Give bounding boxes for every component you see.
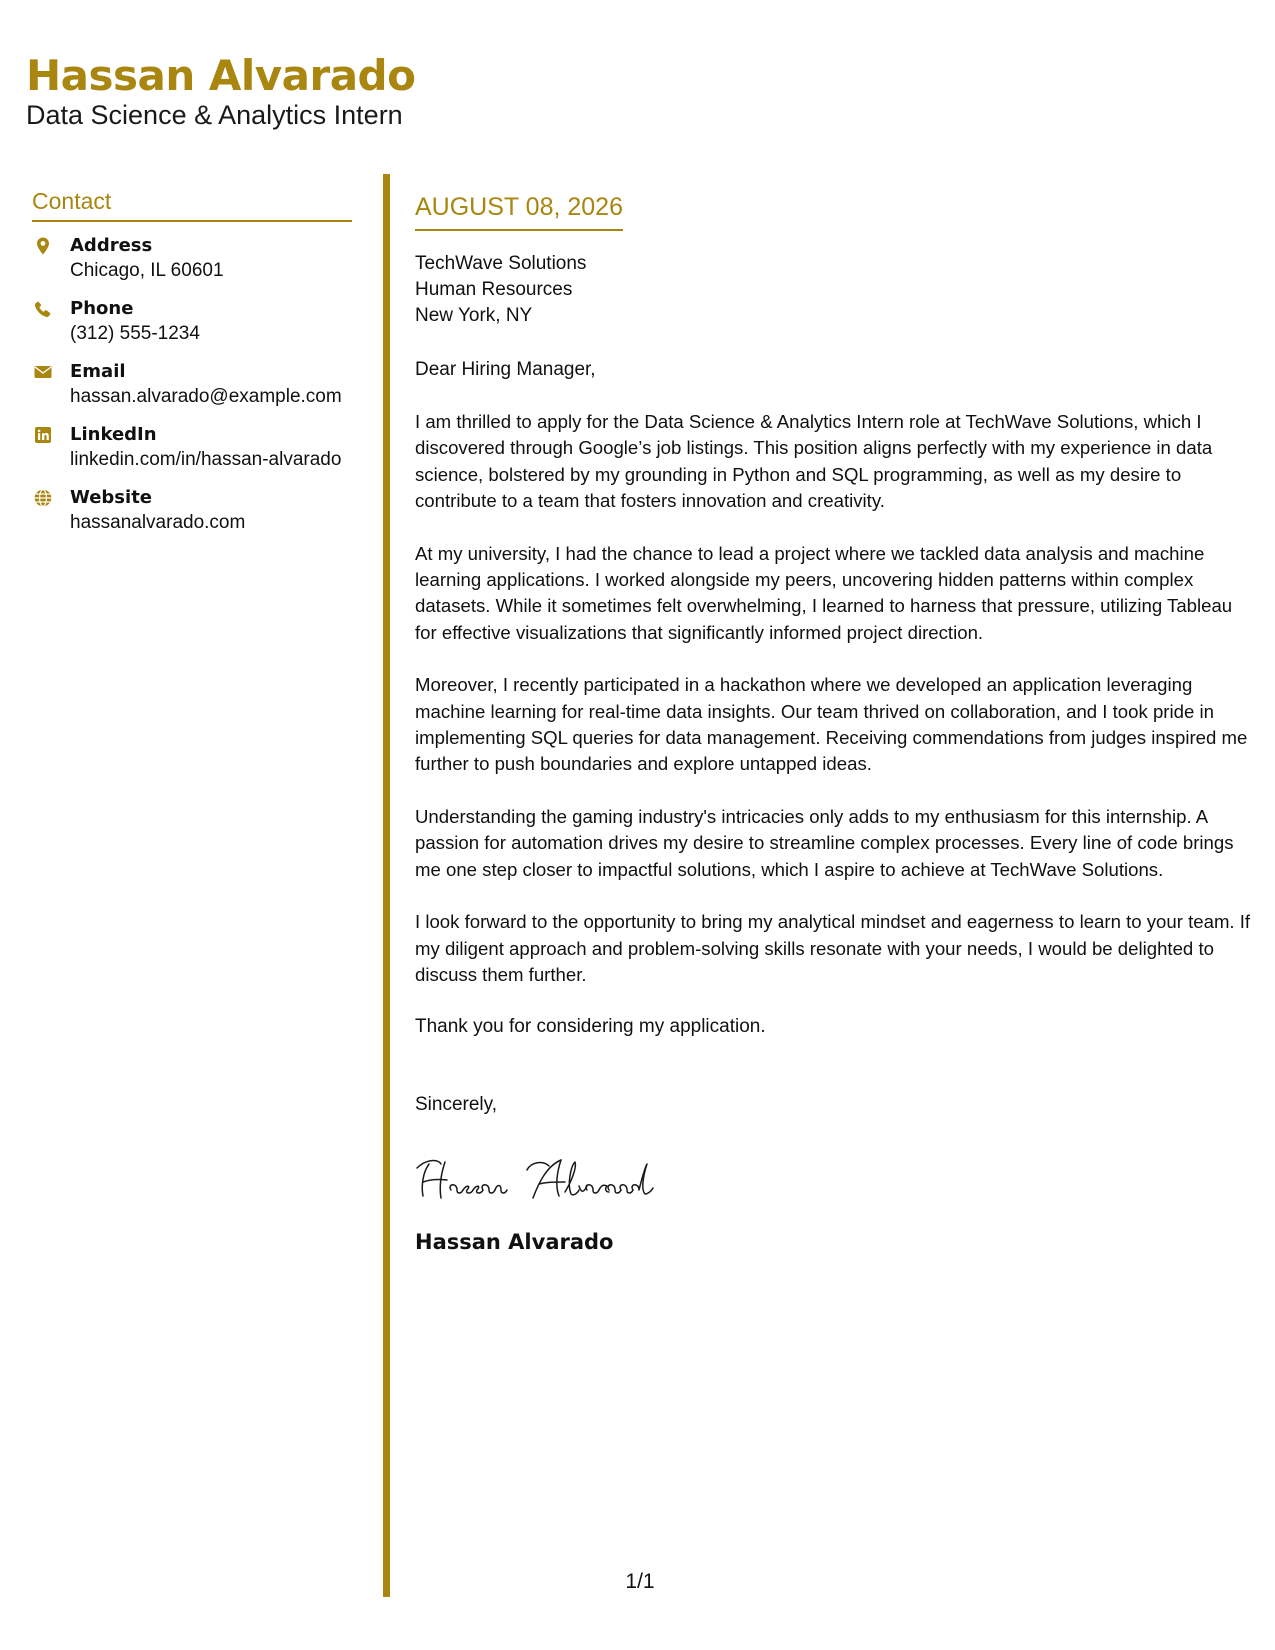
signoff: Sincerely, — [415, 1094, 498, 1116]
applicant-name: Hassan Alvarado — [26, 51, 416, 100]
vertical-divider — [383, 174, 390, 1597]
contact-list — [32, 234, 352, 549]
contact-label-linkedin: LinkedIn — [70, 424, 157, 445]
contact-value-linkedin[interactable]: linkedin.com/in/hassan-alvarado — [70, 449, 342, 470]
recipient-block — [415, 251, 1255, 329]
signed-name: Hassan Alvarado — [415, 1230, 614, 1255]
paragraph-5: I look forward to the opportunity to bring my analytical mindset and eagerness to learn to your team. If my diligent approach and problem-solving skills resonate with your needs, I would be delighted to discuss them further. — [415, 911, 1251, 985]
recipient-location: New York, NY — [415, 305, 533, 326]
contact-sidebar — [32, 186, 352, 549]
contact-value-email[interactable]: hassan.alvarado@example.com — [70, 386, 342, 407]
paragraph-3: Moreover, I recently participated in a hackathon where we developed an application leveraging machine learning for real-time data insights. Our team thrived on collaboration, and I took pride in implementing SQL queries for data management. Receiving commendations from judges inspired me further to push boundaries and explore untapped ideas. — [415, 674, 1248, 775]
closing-line: Thank you for considering my application. — [415, 1016, 766, 1038]
contact-value-address: Chicago, IL 60601 — [70, 260, 224, 281]
contact-section-title: Contact — [32, 186, 352, 222]
phone-icon — [33, 299, 53, 319]
contact-item-address — [32, 234, 352, 297]
map-pin-icon — [33, 236, 53, 256]
paragraph-1: I am thrilled to apply for the Data Science & Analytics Intern role at TechWave Solutions, which I discovered through Google’s job listings. This position aligns perfectly with my experience in data science, bolstered by my grounding in Python and SQL programming, as well as my desire to contribute to a team that fosters innovation and creativity. — [415, 411, 1213, 512]
recipient-company: TechWave Solutions — [415, 253, 587, 274]
salutation: Dear Hiring Manager, — [415, 359, 596, 380]
date-block — [415, 190, 623, 231]
letter-body — [415, 190, 1255, 1256]
paragraph-2: At my university, I had the chance to lead a project where we tackled data analysis and machine learning applications. I worked alongside my peers, uncovering hidden patterns within complex datasets. While it sometimes felt overwhelming, I learned to harness that pressure, utilizing Tableau for effective visualizations that significantly informed project direction. — [415, 542, 1233, 643]
applicant-role: Data Science & Analytics Intern — [26, 100, 403, 130]
contact-label-address: Address — [70, 235, 153, 256]
contact-label-website: Website — [70, 487, 153, 508]
recipient-department: Human Resources — [415, 279, 573, 300]
contact-label-email: Email — [70, 361, 126, 382]
paragraph-4: Understanding the gaming industry's intricacies only adds to my enthusiasm for this internship. A passion for automation drives my desire to streamline complex processes. Every line of code brings me one step closer to impactful solutions, which I aspire to achieve at TechWave Solutions. — [415, 805, 1234, 880]
contact-value-phone: (312) 555-1234 — [70, 323, 200, 344]
globe-icon — [33, 488, 53, 508]
contact-label-phone: Phone — [70, 298, 134, 319]
contact-item-website — [32, 486, 352, 549]
contact-value-website[interactable]: hassanalvarado.com — [70, 512, 246, 533]
letter-date: AUGUST 08, 2026 — [415, 193, 623, 221]
contact-item-email — [32, 360, 352, 423]
contact-item-phone — [32, 297, 352, 360]
envelope-icon — [33, 362, 53, 382]
contact-item-linkedin — [32, 423, 352, 486]
linkedin-icon — [33, 425, 53, 445]
handwritten-signature — [415, 1152, 715, 1208]
page-number: 1/1 — [625, 1570, 655, 1593]
